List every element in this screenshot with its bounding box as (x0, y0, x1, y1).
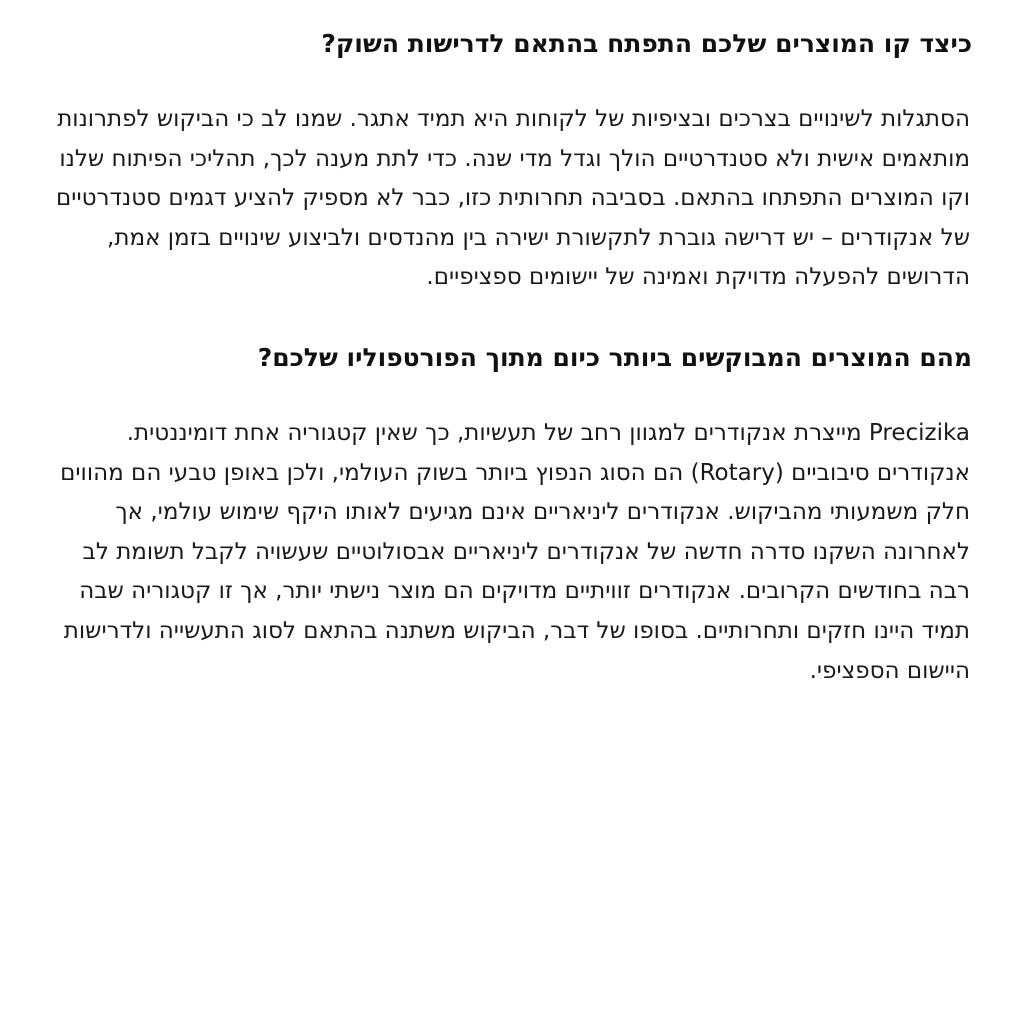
qa-section-market-evolution (37, 22, 972, 298)
qa-section-popular-products (37, 336, 972, 691)
question-heading: מהם המוצרים המבוקשים ביותר כיום מתוך הפורטפוליו שלכם? (257, 342, 972, 372)
answer-paragraph: Precizika מייצרת אנקודרים למגוון רחב של תעשיות, כך שאין קטגוריה אחת דומיננטית. אנקודרים סיבוביים (Rotary) הם הסוג הנפוץ ביותר בשוק העולמי, ולכן באופן טבעי הם מהווים חלק משמעותי מהביקוש. אנקודרים ליניאריים אינם מגיעים לאותו היקף שימוש עולמי, אך לאחרונה השקנו סדרה חדשה של אנקודרים ליניאריים אבסולוטיים שעשויה לקבל תשומת לב רבה בחודשים הקרובים. אנקודרים זוויתיים מדויקים הם מוצר נישתי יותר, אך זו קטגוריה שבה תמיד היינו חזקים ותחרותיים. בסופו של דבר, הביקוש משתנה בהתאם לסוג התעשייה ולדרישות היישום הספציפי. (60, 419, 970, 684)
article-content (37, 22, 972, 691)
question-heading: כיצד קו המוצרים שלכם התפתח בהתאם לדרישות השוק? (321, 29, 972, 58)
answer-paragraph: הסתגלות לשינויים בצרכים ובציפיות של לקוחות היא תמיד אתגר. שמנו לב כי הביקוש לפתרונות מותאמים אישית ולא סטנדרטיים הולך וגדל מדי שנה. כדי לתת מענה לכך, תהליכי הפיתוח שלנו וקו המוצרים התפתחו בהתאם. בסביבה תחרותית כזו, כבר לא מספיק להציע דגמים סטנדרטיים של אנקודרים – יש דרישה גוברת לתקשורת ישירה בין מהנדסים ולביצוע שינויים בזמן אמת, הדרושים להפעלה מדויקת ואמינה של יישומים ספציפיים. (56, 106, 970, 291)
